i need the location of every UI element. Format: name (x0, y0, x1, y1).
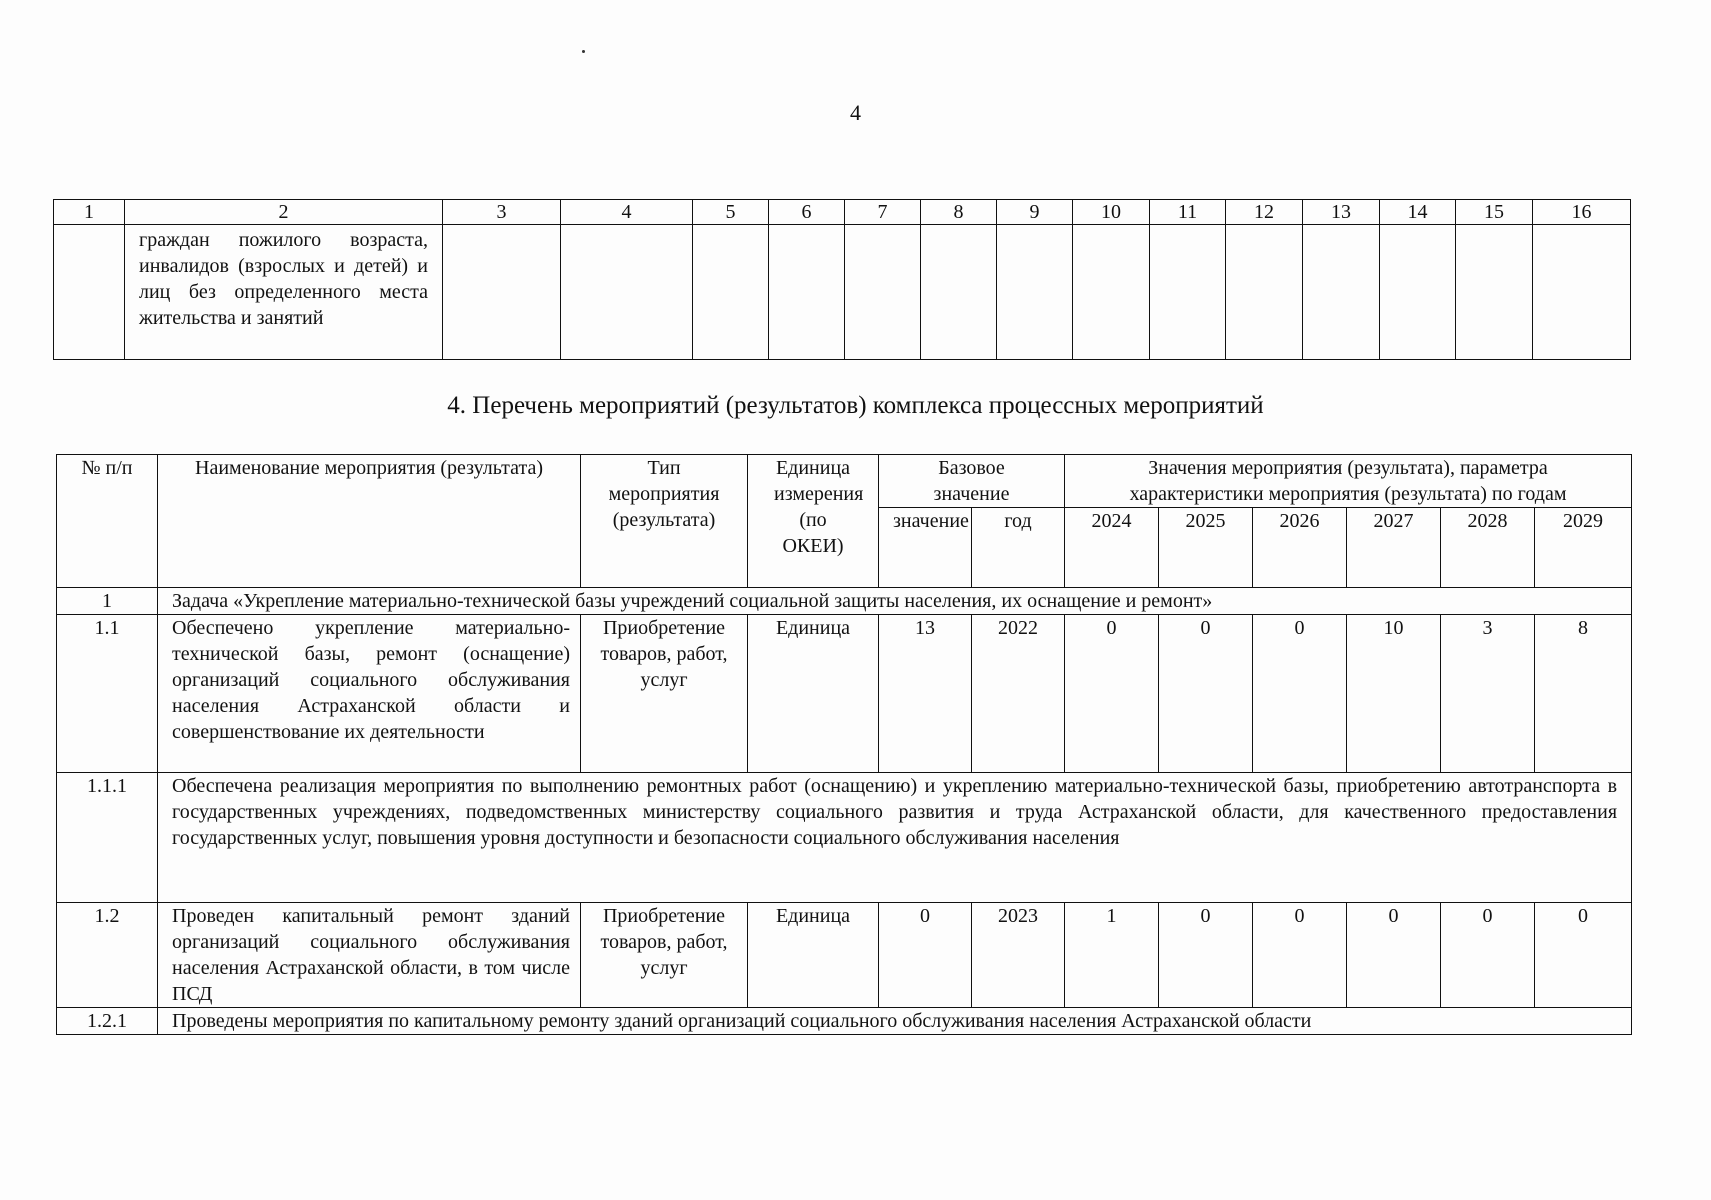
task-text: Задача «Укрепление материально-технической базы учреждений социальной защиты населения, их оснащение и ремонт» (158, 588, 1632, 615)
row-value: 3 (1441, 615, 1535, 773)
column-number: 13 (1303, 200, 1380, 225)
empty-cell (1150, 225, 1226, 360)
column-number: 6 (769, 200, 845, 225)
empty-cell (443, 225, 561, 360)
empty-cell (769, 225, 845, 360)
row-base-value: 13 (879, 615, 972, 773)
column-number: 8 (921, 200, 997, 225)
empty-cell (1303, 225, 1380, 360)
activities-table (56, 454, 1632, 1035)
continuation-row (54, 225, 1631, 360)
row-value: 8 (1535, 615, 1632, 773)
empty-cell (1226, 225, 1303, 360)
row-type: Приобретение товаров, работ, услуг (581, 903, 748, 1008)
row-unit: Единица (748, 615, 879, 773)
header-year: 2026 (1253, 508, 1347, 588)
column-number-row (54, 200, 1631, 225)
header-base-year: год (972, 508, 1065, 588)
column-number: 7 (845, 200, 921, 225)
row-value: 10 (1347, 615, 1441, 773)
task-row (57, 588, 1632, 615)
sub-row (57, 1008, 1632, 1035)
column-number: 15 (1456, 200, 1533, 225)
column-number: 5 (693, 200, 769, 225)
row-base-value: 0 (879, 903, 972, 1008)
row-name: Обеспечено укрепление материально-технической базы, ремонт (оснащение) организаций социального обслуживания населения Астраханской области и совершенствование их деятельности (158, 615, 581, 773)
page-number: 4 (850, 100, 861, 125)
empty-cell (54, 225, 125, 360)
header-type: Тип мероприятия (результата) (581, 455, 748, 588)
row-value: 1 (1065, 903, 1159, 1008)
header-year: 2027 (1347, 508, 1441, 588)
row-num: 1 (57, 588, 158, 615)
column-number: 10 (1073, 200, 1150, 225)
header-year: 2024 (1065, 508, 1159, 588)
sub-row-text: Обеспечена реализация мероприятия по выполнению ремонтных работ (оснащению) и укреплению материально-технической базы, приобретению автотранспорта в государственных учреждениях, подведомственных министерству социального развития и труда Астраханской области, для качественного предоставления государственных услуг, повышения уровня доступности и безопасности социального обслуживания населения (158, 773, 1632, 903)
header-unit: Единица измерения (по ОКЕИ) (748, 455, 879, 588)
header-values-by-year: Значения мероприятия (результата), параметра характеристики мероприятия (результата) по годам (1065, 455, 1632, 508)
row-value: 0 (1159, 615, 1253, 773)
scan-speck (582, 50, 585, 53)
row-num: 1.2.1 (57, 1008, 158, 1035)
sub-row-text: Проведены мероприятия по капитальному ремонту зданий организаций социального обслуживания населения Астраханской области (158, 1008, 1632, 1035)
header-year: 2028 (1441, 508, 1535, 588)
column-number: 16 (1533, 200, 1631, 225)
row-value: 0 (1253, 615, 1347, 773)
column-number: 11 (1150, 200, 1226, 225)
continued-text: граждан пожилого возраста, инвалидов (взрослых и детей) и лиц без определенного места жительства и занятий (125, 225, 443, 360)
row-num: 1.1.1 (57, 773, 158, 903)
row-value: 0 (1253, 903, 1347, 1008)
header-base-value: значение (879, 508, 972, 588)
column-number: 2 (125, 200, 443, 225)
column-number: 9 (997, 200, 1073, 225)
column-number: 3 (443, 200, 561, 225)
row-base-year: 2023 (972, 903, 1065, 1008)
empty-cell (845, 225, 921, 360)
row-value: 0 (1441, 903, 1535, 1008)
header-year: 2025 (1159, 508, 1253, 588)
row-value: 0 (1159, 903, 1253, 1008)
row-num: 1.2 (57, 903, 158, 1008)
empty-cell (1456, 225, 1533, 360)
empty-cell (1533, 225, 1631, 360)
empty-cell (1380, 225, 1456, 360)
row-value: 0 (1065, 615, 1159, 773)
empty-cell (921, 225, 997, 360)
header-year: 2029 (1535, 508, 1632, 588)
row-num: 1.1 (57, 615, 158, 773)
column-number: 14 (1380, 200, 1456, 225)
table-row (57, 903, 1632, 1008)
continuation-table (53, 199, 1631, 360)
header-base: Базовое значение (879, 455, 1065, 508)
column-number: 4 (561, 200, 693, 225)
empty-cell (1073, 225, 1150, 360)
header-row-1 (57, 455, 1632, 508)
empty-cell (693, 225, 769, 360)
header-name: Наименование мероприятия (результата) (158, 455, 581, 588)
column-number: 12 (1226, 200, 1303, 225)
row-type: Приобретение товаров, работ, услуг (581, 615, 748, 773)
column-number: 1 (54, 200, 125, 225)
header-num: № п/п (57, 455, 158, 588)
empty-cell (997, 225, 1073, 360)
row-name: Проведен капитальный ремонт зданий организаций социального обслуживания населения Астраханской области, в том числе ПСД (158, 903, 581, 1008)
row-value: 0 (1347, 903, 1441, 1008)
empty-cell (561, 225, 693, 360)
section-title: 4. Перечень мероприятий (результатов) комплекса процессных мероприятий (447, 392, 1264, 419)
row-value: 0 (1535, 903, 1632, 1008)
sub-row (57, 773, 1632, 903)
table-row (57, 615, 1632, 773)
row-unit: Единица (748, 903, 879, 1008)
row-base-year: 2022 (972, 615, 1065, 773)
